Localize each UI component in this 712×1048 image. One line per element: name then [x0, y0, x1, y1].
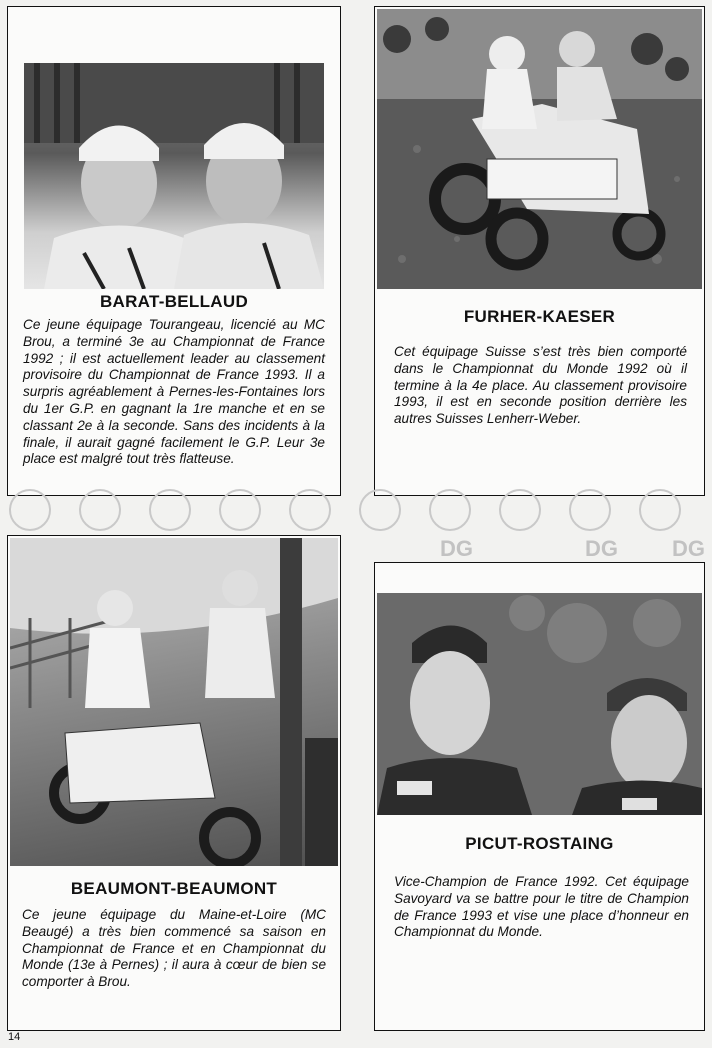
rider-title: FURHER-KAESER — [463, 307, 616, 326]
watermark-text: DG — [585, 536, 618, 561]
panel-picut-rostaing — [374, 562, 705, 1031]
watermark-text: DG — [672, 536, 705, 561]
watermark-text: DG — [440, 536, 473, 561]
portrait-photo — [377, 593, 702, 815]
page-number: 14 — [8, 1031, 21, 1043]
panel-barat-bellaud — [7, 6, 341, 496]
rider-title: BARAT-BELLAUD — [99, 292, 249, 311]
rider-title: BEAUMONT-BEAUMONT — [70, 879, 278, 898]
race-action-photo — [377, 9, 702, 289]
panel-furher-kaeser — [374, 6, 705, 496]
panel-beaumont-beaumont — [7, 535, 341, 1031]
rider-caption: Ce jeune équipage du Maine-et-Loire (MC Beaugé) a très bien commencé sa saison en Championnat de France et en Championnat du Monde (13e à Pernes) ; il aura à cœur de bien se comporter à Brou. — [22, 907, 326, 990]
rider-caption: Cet équipage Suisse s’est très bien comporté dans le Championnat du Monde 1992 où il termine à la 4e place. Au classement provisoire 1993, il est en seconde position derrière les autres Suisses Lenherr-Weber. — [394, 344, 687, 427]
race-action-photo — [10, 538, 338, 866]
rider-title: PICUT-ROSTAING — [465, 834, 614, 853]
rider-caption: Ce jeune équipage Tourangeau, licencié au MC Brou, a terminé 3e au Championnat de France 1992 ; il est actuellement leader au classement provisoire du Championnat de France 1993. Il a surpris agréablement à Pernes-les-Fontaines lors du 1er G.P. en gagnant la 1re manche et en se classant 2e à la seconde. Sans des incidents à la finale, il aurait gagné facilement le G.P. Leur 3e place est malgré tout très flatteuse. — [23, 317, 325, 467]
rider-caption: Vice-Champion de France 1992. Cet équipage Savoyard va se battre pour le titre de Champion de France 1993 et vise une place d’honneur en Championnat du Monde. — [394, 874, 689, 940]
portrait-photo — [24, 63, 324, 289]
